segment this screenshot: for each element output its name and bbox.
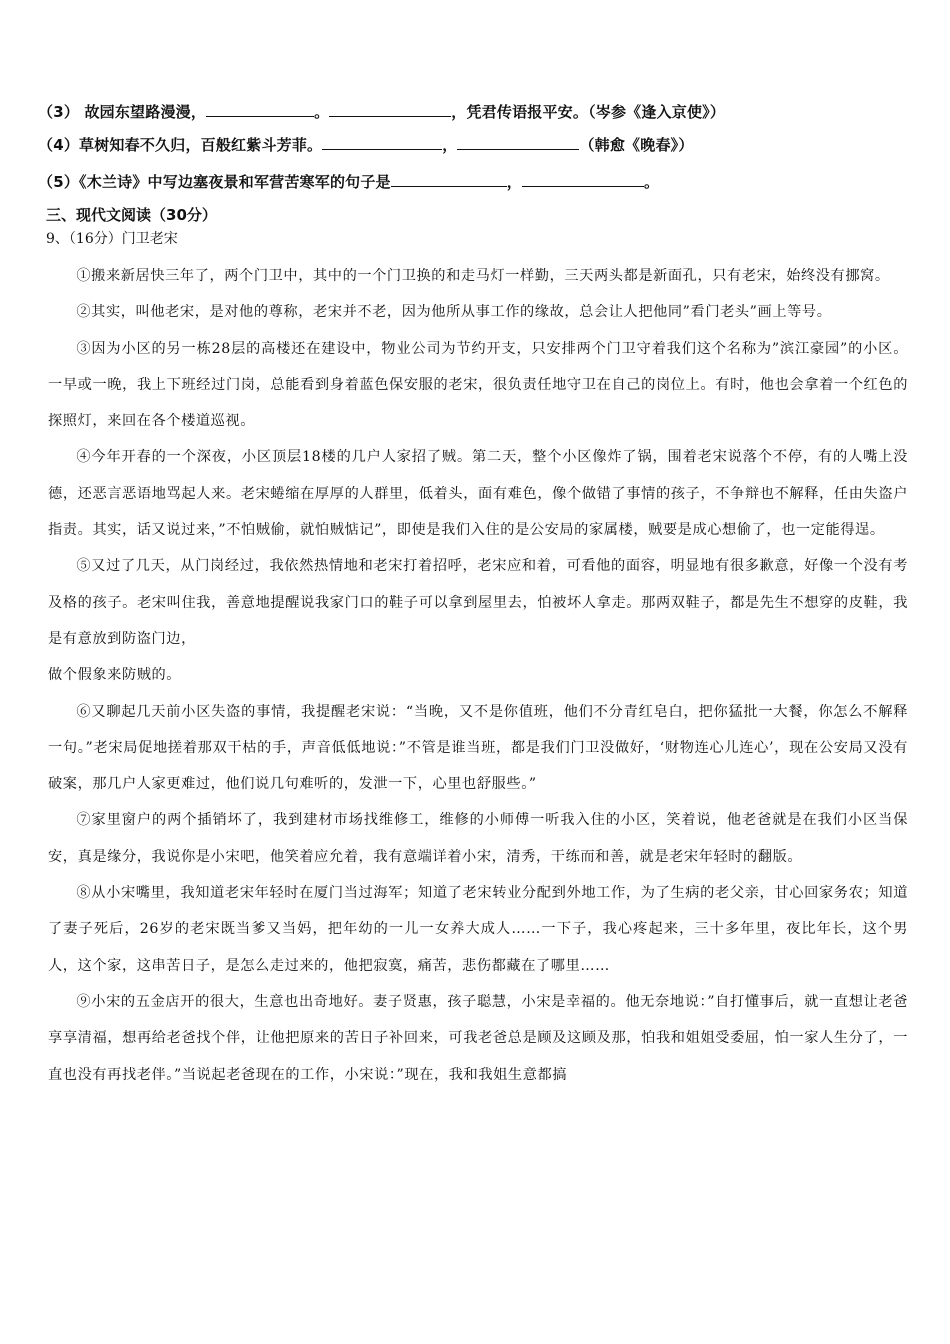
section-title: 三、现代文阅读（30分） bbox=[46, 206, 217, 224]
question-4 bbox=[38, 134, 694, 156]
paragraph-5: ⑤又过了几天，从门岗经过，我依然热情地和老宋打着招呼，老宋应和着，可看他的面容，明显地有很多歉意，好像一个没有考及格的孩子。老宋叫住我，善意地提醒说我家门口的鞋子可以拿到屋里去，怕被坏人拿走。那两双鞋子，都是先生不想穿的皮鞋，我是有意放到防盗门边， bbox=[48, 558, 908, 647]
question-4-mid: ， bbox=[442, 136, 458, 154]
paragraph-3: ③因为小区的另一栋28层的高楼还在建设中，物业公司为节约开支，只安排两个门卫守着我们这个名称为”滨江豪园”的小区。一早或一晚，我上下班经过门岗，总能看到身着蓝色保安服的老宋，很负责任地守卫在自己的岗位上。有时，他也会拿着一个红色的探照灯，来回在各个楼道巡视。 bbox=[48, 340, 908, 430]
question-4-suffix: （韩愈《晚春》） bbox=[579, 136, 694, 154]
paragraph-2: ②其实，叫他老宋，是对他的尊称，老宋并不老，因为他所从事工作的缘故，总会让人把他同”看门老头”画上等号。 bbox=[76, 304, 832, 321]
answer-blank[interactable] bbox=[206, 102, 314, 117]
paragraph-4: ④今年开春的一个深夜，小区顶层18楼的几户人家招了贼。第二天，整个小区像炸了锅，围着老宋说落个不停，有的人嘴上没德，还恶言恶语地骂起人来。老宋蜷缩在厚厚的人群里，低着头，面有难色，像个做错了事情的孩子，不争辩也不解释，任由失盗户指责。其实，话又说过来，”不怕贼偷，就怕贼惦记”，即使是我们入住的是公安局的家属楼，贼要是成心想偷了，也一定能得逞。 bbox=[48, 449, 908, 539]
question-5-mid: ， bbox=[506, 173, 522, 191]
paragraph-1: ①搬来新居快三年了，两个门卫中，其中的一个门卫换的和走马灯一样勤，三天两头都是新面孔，只有老宋，始终没有挪窝。 bbox=[76, 268, 890, 284]
answer-blank[interactable] bbox=[457, 135, 579, 150]
question-3 bbox=[38, 101, 725, 123]
question-4-prefix: （4）草树知春不久归，百般红紫斗芳菲。 bbox=[38, 136, 323, 154]
paragraph-9: ⑨小宋的五金店开的很大，生意也出奇地好。妻子贤惠，孩子聪慧，小宋是幸福的。他无奈地说：”自打懂事后，就一直想让老爸享享清福，想再给老爸找个伴，让他把原来的苦日子补回来，可我老爸总是顾及这顾及那，怕我和姐姐受委屈，怕一家人生分了，一直也没有再找老伴。”当说起老爸现在的工作，小宋说：”现在，我和我姐生意都搞 bbox=[48, 993, 908, 1083]
paragraph-5-continued: 做个假象来防贼的。 bbox=[48, 667, 182, 684]
paragraph-7: ⑦家里窗户的两个插销坏了，我到建材市场找维修工，维修的小师傅一听我入住的小区，笑着说，他老爸就是在我们小区当保安，真是缘分，我说你是小宋吧，他笑着应允着，我有意端详着小宋，清秀，干练而和善，就是老宋年轻时的翻版。 bbox=[48, 812, 908, 865]
question-5-prefix: （5）《木兰诗》中写边塞夜景和军营苦寒军的句子是 bbox=[38, 173, 391, 191]
answer-blank[interactable] bbox=[329, 102, 451, 117]
reading-passage bbox=[48, 258, 908, 1093]
question-9-title: 9、（16分）门卫老宋 bbox=[46, 231, 178, 247]
answer-blank[interactable] bbox=[322, 135, 442, 150]
question-3-prefix: （3） 故园东望路漫漫， bbox=[38, 103, 207, 121]
answer-blank[interactable] bbox=[522, 172, 644, 187]
question-5-suffix: 。 bbox=[643, 173, 660, 191]
question-5 bbox=[38, 171, 659, 193]
answer-blank[interactable] bbox=[391, 172, 507, 187]
paragraph-6: ⑥又聊起几天前小区失盗的事情，我提醒老宋说：“当晚，又不是你值班，他们不分青红皂白，把你猛批一大餐，你怎么不解释一句。”老宋局促地搓着那双干枯的手，声音低低地说：”不管是谁当班，都是我们门卫没做好，‘财物连心儿连心’，现在公安局又没有破案，那几户人家更难过，他们说几句难听的，发泄一下，心里也舒服些。” bbox=[48, 703, 908, 793]
question-3-mid: 。 bbox=[314, 103, 330, 121]
paragraph-8: ⑧从小宋嘴里，我知道老宋年轻时在厦门当过海军；知道了老宋转业分配到外地工作，为了生病的老父亲，甘心回家务农；知道了妻子死后，26岁的老宋既当爹又当妈，把年幼的一儿一女养大成人……一下子，我心疼起来，三十多年里，夜比年长，这个男人，这个家，这串苦日子，是怎么走过来的，他把寂寞，痛苦，悲伤都藏在了哪里…… bbox=[48, 885, 908, 974]
question-3-suffix: ，凭君传语报平安。（岑参《逢入京使》） bbox=[451, 103, 726, 121]
